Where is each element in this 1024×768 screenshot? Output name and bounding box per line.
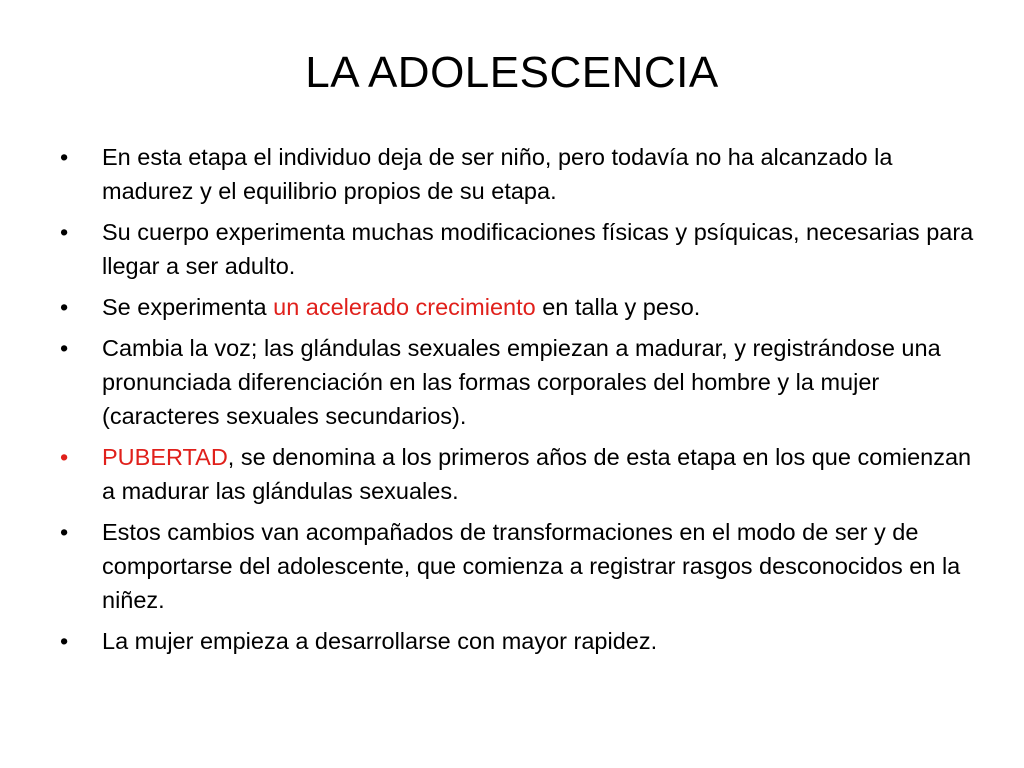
bullet-icon: • [60, 294, 69, 320]
list-item-text: Su cuerpo experimenta muchas modificaciones físicas y psíquicas, necesarias para llegar a ser adulto. [102, 219, 974, 279]
list-item [56, 440, 976, 508]
list-item-text: Cambia la voz; las glándulas sexuales empiezan a madurar, y registrándose una pronunciada diferenciación en las formas corporales del hombre y la mujer (caracteres sexuales secundarios). [102, 335, 941, 429]
bullet-icon-red: • [60, 444, 69, 470]
list-item [56, 215, 976, 283]
list-item [56, 624, 976, 658]
list-item [56, 290, 976, 324]
bullet-list [56, 140, 976, 665]
highlighted-text: un acelerado crecimiento [273, 294, 536, 320]
list-item-text: La mujer empieza a desarrollarse con mayor rapidez. [102, 628, 658, 654]
bullet-icon: • [60, 219, 69, 245]
bullet-icon: • [60, 335, 69, 361]
highlighted-term: PUBERTAD [102, 444, 228, 470]
list-item-text-before: Se experimenta [102, 294, 274, 320]
bullet-icon: • [60, 628, 69, 654]
list-item-text: Estos cambios van acompañados de transformaciones en el modo de ser y de comportarse del adolescente, que comienza a registrar rasgos desconocidos en la niñez. [102, 519, 961, 613]
slide-title: LA ADOLESCENCIA [305, 48, 719, 97]
list-item [56, 515, 976, 617]
list-item [56, 331, 976, 433]
list-item-text-after: , se denomina a los primeros años de esta etapa en los que comienzan a madurar las glándulas sexuales. [102, 444, 972, 504]
list-item [56, 140, 976, 208]
bullet-icon: • [60, 144, 69, 170]
bullet-icon: • [60, 519, 69, 545]
list-item-text-after: en talla y peso. [535, 294, 701, 320]
list-item-text: En esta etapa el individuo deja de ser niño, pero todavía no ha alcanzado la madurez y el equilibrio propios de su etapa. [102, 144, 893, 204]
